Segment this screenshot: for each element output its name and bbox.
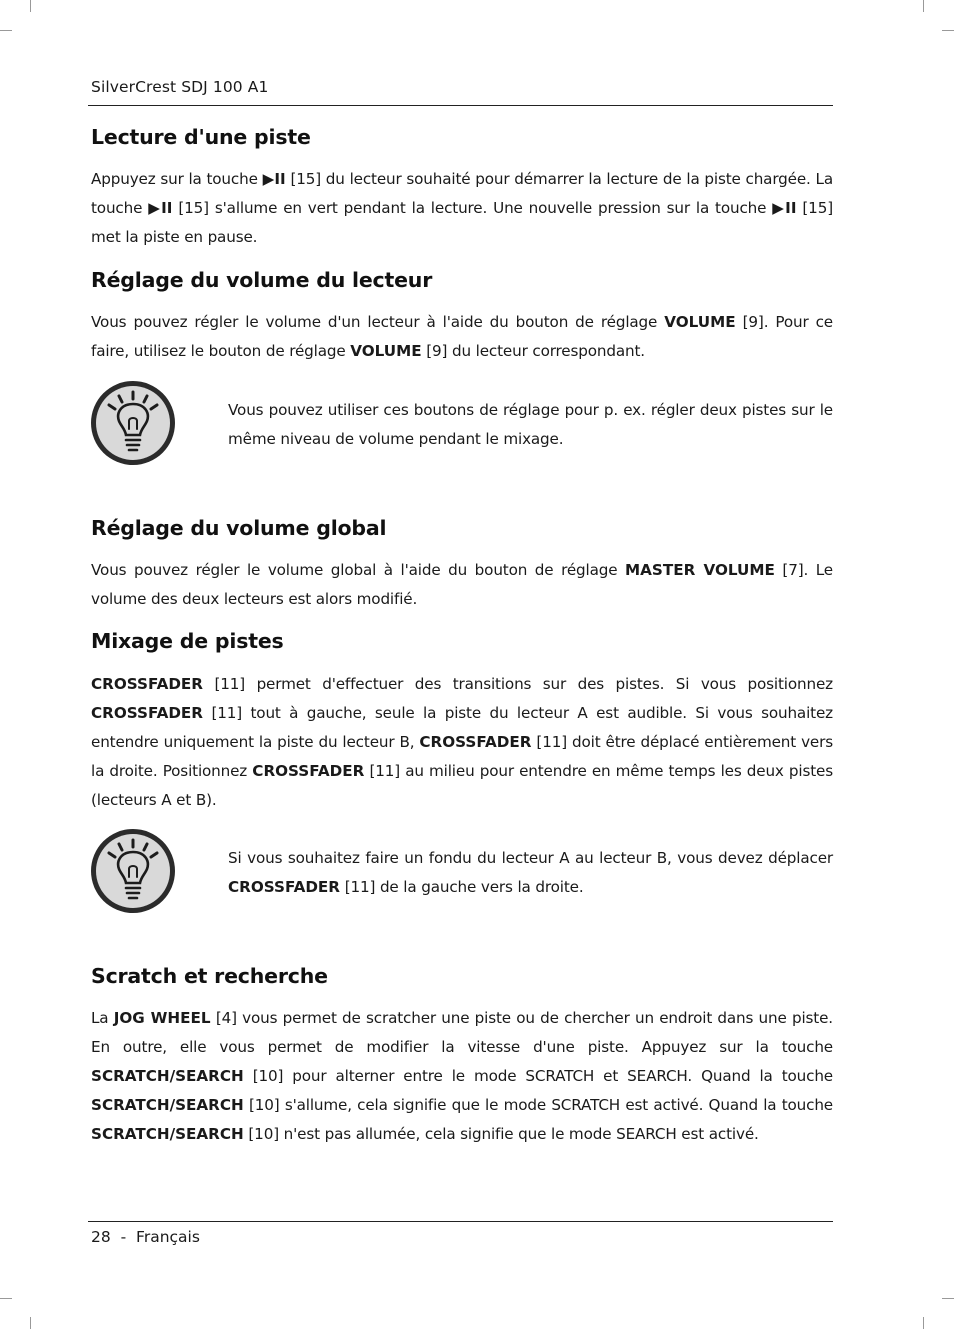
lightbulb-icon (89, 827, 177, 915)
bold-term: ▶II (148, 198, 173, 217)
section-heading-volume-global: Réglage du volume global (91, 516, 387, 540)
lightbulb-icon (89, 379, 177, 467)
paragraph-lecture: Appuyez sur la touche ▶II [15] du lecteur souhaité pour démarrer la lecture de la piste chargée. La touche ▶II [15] s'allume en vert pendant la lecture. Une nouvelle pression sur la touche ▶II [15] met la piste en pause. (91, 170, 833, 246)
section-heading-lecture: Lecture d'une piste (91, 125, 311, 149)
bold-term: SCRATCH/SEARCH (91, 1066, 244, 1085)
section-heading-scratch: Scratch et recherche (91, 964, 328, 988)
section-heading-volume-lecteur: Réglage du volume du lecteur (91, 268, 433, 292)
bold-term: CROSSFADER (91, 675, 204, 693)
bold-term: JOG WHEEL (113, 1009, 211, 1027)
bold-term: VOLUME (350, 341, 422, 360)
footer-language: Français (136, 1228, 200, 1246)
footer-divider (88, 1221, 833, 1222)
bold-term: VOLUME (664, 313, 736, 331)
note-volume-lecteur: Vous pouvez utiliser ces boutons de réglage pour p. ex. régler deux pistes sur le même niveau de volume pendant le mixage. (228, 401, 833, 448)
crop-mark (0, 1298, 12, 1299)
footer-separator: - (120, 1228, 127, 1246)
bold-term: CROSSFADER (91, 703, 204, 722)
bold-term: ▶II (772, 198, 797, 217)
paragraph-volume-lecteur: Vous pouvez régler le volume d'un lecteur à l'aide du bouton de réglage VOLUME [9]. Pour ce faire, utilisez le bouton de réglage VOLUME [9] du lecteur correspondant. (91, 313, 833, 360)
bold-term: SCRATCH/SEARCH (91, 1095, 244, 1114)
crop-mark (0, 30, 12, 31)
crop-mark (923, 0, 924, 12)
crop-mark (30, 1317, 31, 1329)
page-footer (91, 1228, 200, 1246)
page-number: 28 (91, 1228, 111, 1246)
crop-mark (30, 0, 31, 12)
bold-term: CROSSFADER (228, 877, 341, 896)
page-header: SilverCrest SDJ 100 A1 (91, 78, 269, 96)
bold-term: MASTER VOLUME (625, 561, 775, 579)
bold-term: CROSSFADER (419, 732, 532, 751)
header-divider (88, 105, 833, 106)
paragraph-scratch: La JOG WHEEL [4] vous permet de scratcher une piste ou de chercher un endroit dans une piste. En outre, elle vous permet de modifier la vitesse d'une piste. Appuyez sur la touche SCRATCH/SEARCH [10] pour alterner entre le mode SCRATCH et SEARCH. Quand la touche SCRATCH/SEARCH [10] s'allume, cela signifie que le mode SCRATCH est activé. Quand la touche SCRATCH/SEARCH [10] n'est pas allumée, cela signifie que le mode SEARCH est activé. (91, 1009, 833, 1143)
bold-term: CROSSFADER (252, 761, 365, 780)
section-heading-mixage: Mixage de pistes (91, 629, 284, 653)
crop-mark (923, 1317, 924, 1329)
crop-mark (942, 1298, 954, 1299)
bold-term: SCRATCH/SEARCH (91, 1124, 244, 1143)
crop-mark (942, 30, 954, 31)
paragraph-volume-global: Vous pouvez régler le volume global à l'aide du bouton de réglage MASTER VOLUME [7]. Le volume des deux lecteurs est alors modifié. (91, 561, 833, 608)
paragraph-mixage: CROSSFADER [11] permet d'effectuer des transitions sur des pistes. Si vous positionnez CROSSFADER [11] tout à gauche, seule la piste du lecteur A est audible. Si vous souhaitez entendre uniquement la piste du lecteur B, CROSSFADER [11] doit être déplacé entièrement vers la droite. Positionnez CROSSFADER [11] au milieu pour entendre en même temps les deux pistes (lecteurs A et B). (91, 675, 834, 809)
bold-term: ▶II (262, 170, 286, 188)
note-mixage: Si vous souhaitez faire un fondu du lecteur A au lecteur B, vous devez déplacer CROSSFADER [11] de la gauche vers la droite. (228, 849, 833, 896)
